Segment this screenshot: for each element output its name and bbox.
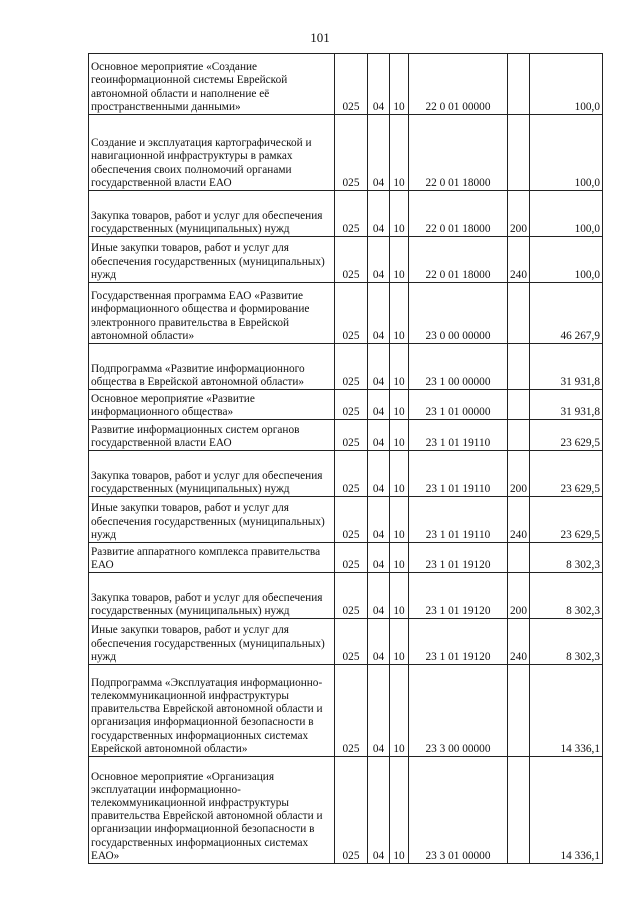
row-rz: 04 bbox=[368, 451, 390, 497]
row-vr bbox=[508, 54, 530, 115]
row-sum: 100,0 bbox=[530, 237, 603, 283]
row-ved: 025 bbox=[335, 451, 368, 497]
row-name: Развитие информационных систем органов государственной власти ЕАО bbox=[89, 420, 335, 451]
table-body bbox=[89, 54, 603, 864]
row-ved: 025 bbox=[335, 115, 368, 191]
table-row bbox=[89, 543, 603, 573]
row-pr: 10 bbox=[390, 237, 409, 283]
row-csr: 22 0 01 00000 bbox=[409, 54, 508, 115]
table-row bbox=[89, 115, 603, 191]
row-rz: 04 bbox=[368, 191, 390, 237]
row-vr bbox=[508, 543, 530, 573]
row-pr: 10 bbox=[390, 497, 409, 543]
row-rz: 04 bbox=[368, 497, 390, 543]
row-csr: 23 1 01 19110 bbox=[409, 497, 508, 543]
table-row bbox=[89, 283, 603, 344]
row-pr: 10 bbox=[390, 420, 409, 451]
row-vr: 200 bbox=[508, 191, 530, 237]
row-name: Подпрограмма «Эксплуатация информационно-телекоммуникационной инфраструктуры правительства Еврейской автономной области и организация информационной безопасности в государственных информационных системах Еврейской автономной области» bbox=[89, 665, 335, 757]
table-row bbox=[89, 390, 603, 420]
row-rz: 04 bbox=[368, 344, 390, 390]
row-name: Основное мероприятие «Развитие информационного общества» bbox=[89, 390, 335, 420]
row-csr: 23 1 01 00000 bbox=[409, 390, 508, 420]
row-name: Государственная программа ЕАО «Развитие информационного общества и формирование электронного правительства в Еврейской автономной области» bbox=[89, 283, 335, 344]
row-vr: 200 bbox=[508, 573, 530, 619]
row-vr bbox=[508, 283, 530, 344]
row-csr: 23 3 00 00000 bbox=[409, 665, 508, 757]
row-sum: 100,0 bbox=[530, 191, 603, 237]
row-name: Создание и эксплуатация картографической и навигационной инфраструктуры в рамках обеспечения своих полномочий органами государственной власти ЕАО bbox=[89, 115, 335, 191]
row-ved: 025 bbox=[335, 344, 368, 390]
row-ved: 025 bbox=[335, 283, 368, 344]
row-pr: 10 bbox=[390, 390, 409, 420]
row-csr: 23 0 00 00000 bbox=[409, 283, 508, 344]
row-name: Основное мероприятие «Организация эксплуатации информационно-телекоммуникационной инфраструктуры правительства Еврейской автономной области и организации информационной безопасности в государственных информационных системах ЕАО» bbox=[89, 757, 335, 864]
row-rz: 04 bbox=[368, 619, 390, 665]
row-pr: 10 bbox=[390, 54, 409, 115]
row-vr bbox=[508, 344, 530, 390]
row-sum: 8 302,3 bbox=[530, 543, 603, 573]
row-name: Развитие аппаратного комплекса правительства ЕАО bbox=[89, 543, 335, 573]
row-csr: 23 1 00 00000 bbox=[409, 344, 508, 390]
row-sum: 100,0 bbox=[530, 54, 603, 115]
row-vr: 200 bbox=[508, 451, 530, 497]
table-row bbox=[89, 237, 603, 283]
row-rz: 04 bbox=[368, 237, 390, 283]
row-ved: 025 bbox=[335, 191, 368, 237]
row-csr: 22 0 01 18000 bbox=[409, 115, 508, 191]
row-sum: 14 336,1 bbox=[530, 757, 603, 864]
row-sum: 23 629,5 bbox=[530, 420, 603, 451]
row-csr: 23 1 01 19120 bbox=[409, 619, 508, 665]
table-row bbox=[89, 757, 603, 864]
row-pr: 10 bbox=[390, 757, 409, 864]
row-sum: 8 302,3 bbox=[530, 619, 603, 665]
row-rz: 04 bbox=[368, 390, 390, 420]
row-sum: 46 267,9 bbox=[530, 283, 603, 344]
table-row bbox=[89, 451, 603, 497]
row-vr bbox=[508, 115, 530, 191]
row-pr: 10 bbox=[390, 665, 409, 757]
row-sum: 23 629,5 bbox=[530, 451, 603, 497]
row-rz: 04 bbox=[368, 420, 390, 451]
table-row bbox=[89, 573, 603, 619]
row-ved: 025 bbox=[335, 619, 368, 665]
row-sum: 31 931,8 bbox=[530, 344, 603, 390]
table-row bbox=[89, 619, 603, 665]
row-pr: 10 bbox=[390, 543, 409, 573]
row-ved: 025 bbox=[335, 237, 368, 283]
row-ved: 025 bbox=[335, 757, 368, 864]
row-name: Иные закупки товаров, работ и услуг для обеспечения государственных (муниципальных) нужд bbox=[89, 237, 335, 283]
row-rz: 04 bbox=[368, 665, 390, 757]
row-ved: 025 bbox=[335, 665, 368, 757]
row-name: Закупка товаров, работ и услуг для обеспечения государственных (муниципальных) нужд bbox=[89, 451, 335, 497]
row-csr: 23 1 01 19110 bbox=[409, 420, 508, 451]
row-rz: 04 bbox=[368, 283, 390, 344]
row-rz: 04 bbox=[368, 54, 390, 115]
row-ved: 025 bbox=[335, 420, 368, 451]
row-rz: 04 bbox=[368, 573, 390, 619]
row-vr: 240 bbox=[508, 497, 530, 543]
row-rz: 04 bbox=[368, 543, 390, 573]
row-name: Подпрограмма «Развитие информационного общества в Еврейской автономной области» bbox=[89, 344, 335, 390]
row-name: Иные закупки товаров, работ и услуг для обеспечения государственных (муниципальных) нужд bbox=[89, 619, 335, 665]
row-pr: 10 bbox=[390, 283, 409, 344]
row-name: Иные закупки товаров, работ и услуг для обеспечения государственных (муниципальных) нужд bbox=[89, 497, 335, 543]
row-sum: 31 931,8 bbox=[530, 390, 603, 420]
row-pr: 10 bbox=[390, 191, 409, 237]
row-vr: 240 bbox=[508, 619, 530, 665]
row-sum: 100,0 bbox=[530, 115, 603, 191]
page-number: 101 bbox=[310, 30, 330, 45]
row-name: Закупка товаров, работ и услуг для обеспечения государственных (муниципальных) нужд bbox=[89, 573, 335, 619]
row-vr bbox=[508, 420, 530, 451]
row-ved: 025 bbox=[335, 54, 368, 115]
row-csr: 22 0 01 18000 bbox=[409, 191, 508, 237]
row-pr: 10 bbox=[390, 573, 409, 619]
table-row bbox=[89, 497, 603, 543]
row-vr bbox=[508, 665, 530, 757]
row-sum: 14 336,1 bbox=[530, 665, 603, 757]
row-csr: 23 1 01 19120 bbox=[409, 543, 508, 573]
row-ved: 025 bbox=[335, 497, 368, 543]
row-pr: 10 bbox=[390, 451, 409, 497]
row-pr: 10 bbox=[390, 115, 409, 191]
row-csr: 22 0 01 18000 bbox=[409, 237, 508, 283]
row-ved: 025 bbox=[335, 390, 368, 420]
row-vr: 240 bbox=[508, 237, 530, 283]
table-row bbox=[89, 191, 603, 237]
table-row bbox=[89, 420, 603, 451]
table-row bbox=[89, 665, 603, 757]
row-pr: 10 bbox=[390, 344, 409, 390]
row-name: Закупка товаров, работ и услуг для обеспечения государственных (муниципальных) нужд bbox=[89, 191, 335, 237]
table-row bbox=[89, 344, 603, 390]
row-sum: 23 629,5 bbox=[530, 497, 603, 543]
row-vr bbox=[508, 390, 530, 420]
row-ved: 025 bbox=[335, 573, 368, 619]
row-csr: 23 1 01 19120 bbox=[409, 573, 508, 619]
row-csr: 23 1 01 19110 bbox=[409, 451, 508, 497]
budget-table bbox=[88, 53, 603, 864]
row-vr bbox=[508, 757, 530, 864]
row-pr: 10 bbox=[390, 619, 409, 665]
row-sum: 8 302,3 bbox=[530, 573, 603, 619]
table-row bbox=[89, 54, 603, 115]
row-ved: 025 bbox=[335, 543, 368, 573]
row-rz: 04 bbox=[368, 757, 390, 864]
row-rz: 04 bbox=[368, 115, 390, 191]
row-name: Основное мероприятие «Создание геоинформационной системы Еврейской автономной области и наполнение её пространственными данными» bbox=[89, 54, 335, 115]
row-csr: 23 3 01 00000 bbox=[409, 757, 508, 864]
